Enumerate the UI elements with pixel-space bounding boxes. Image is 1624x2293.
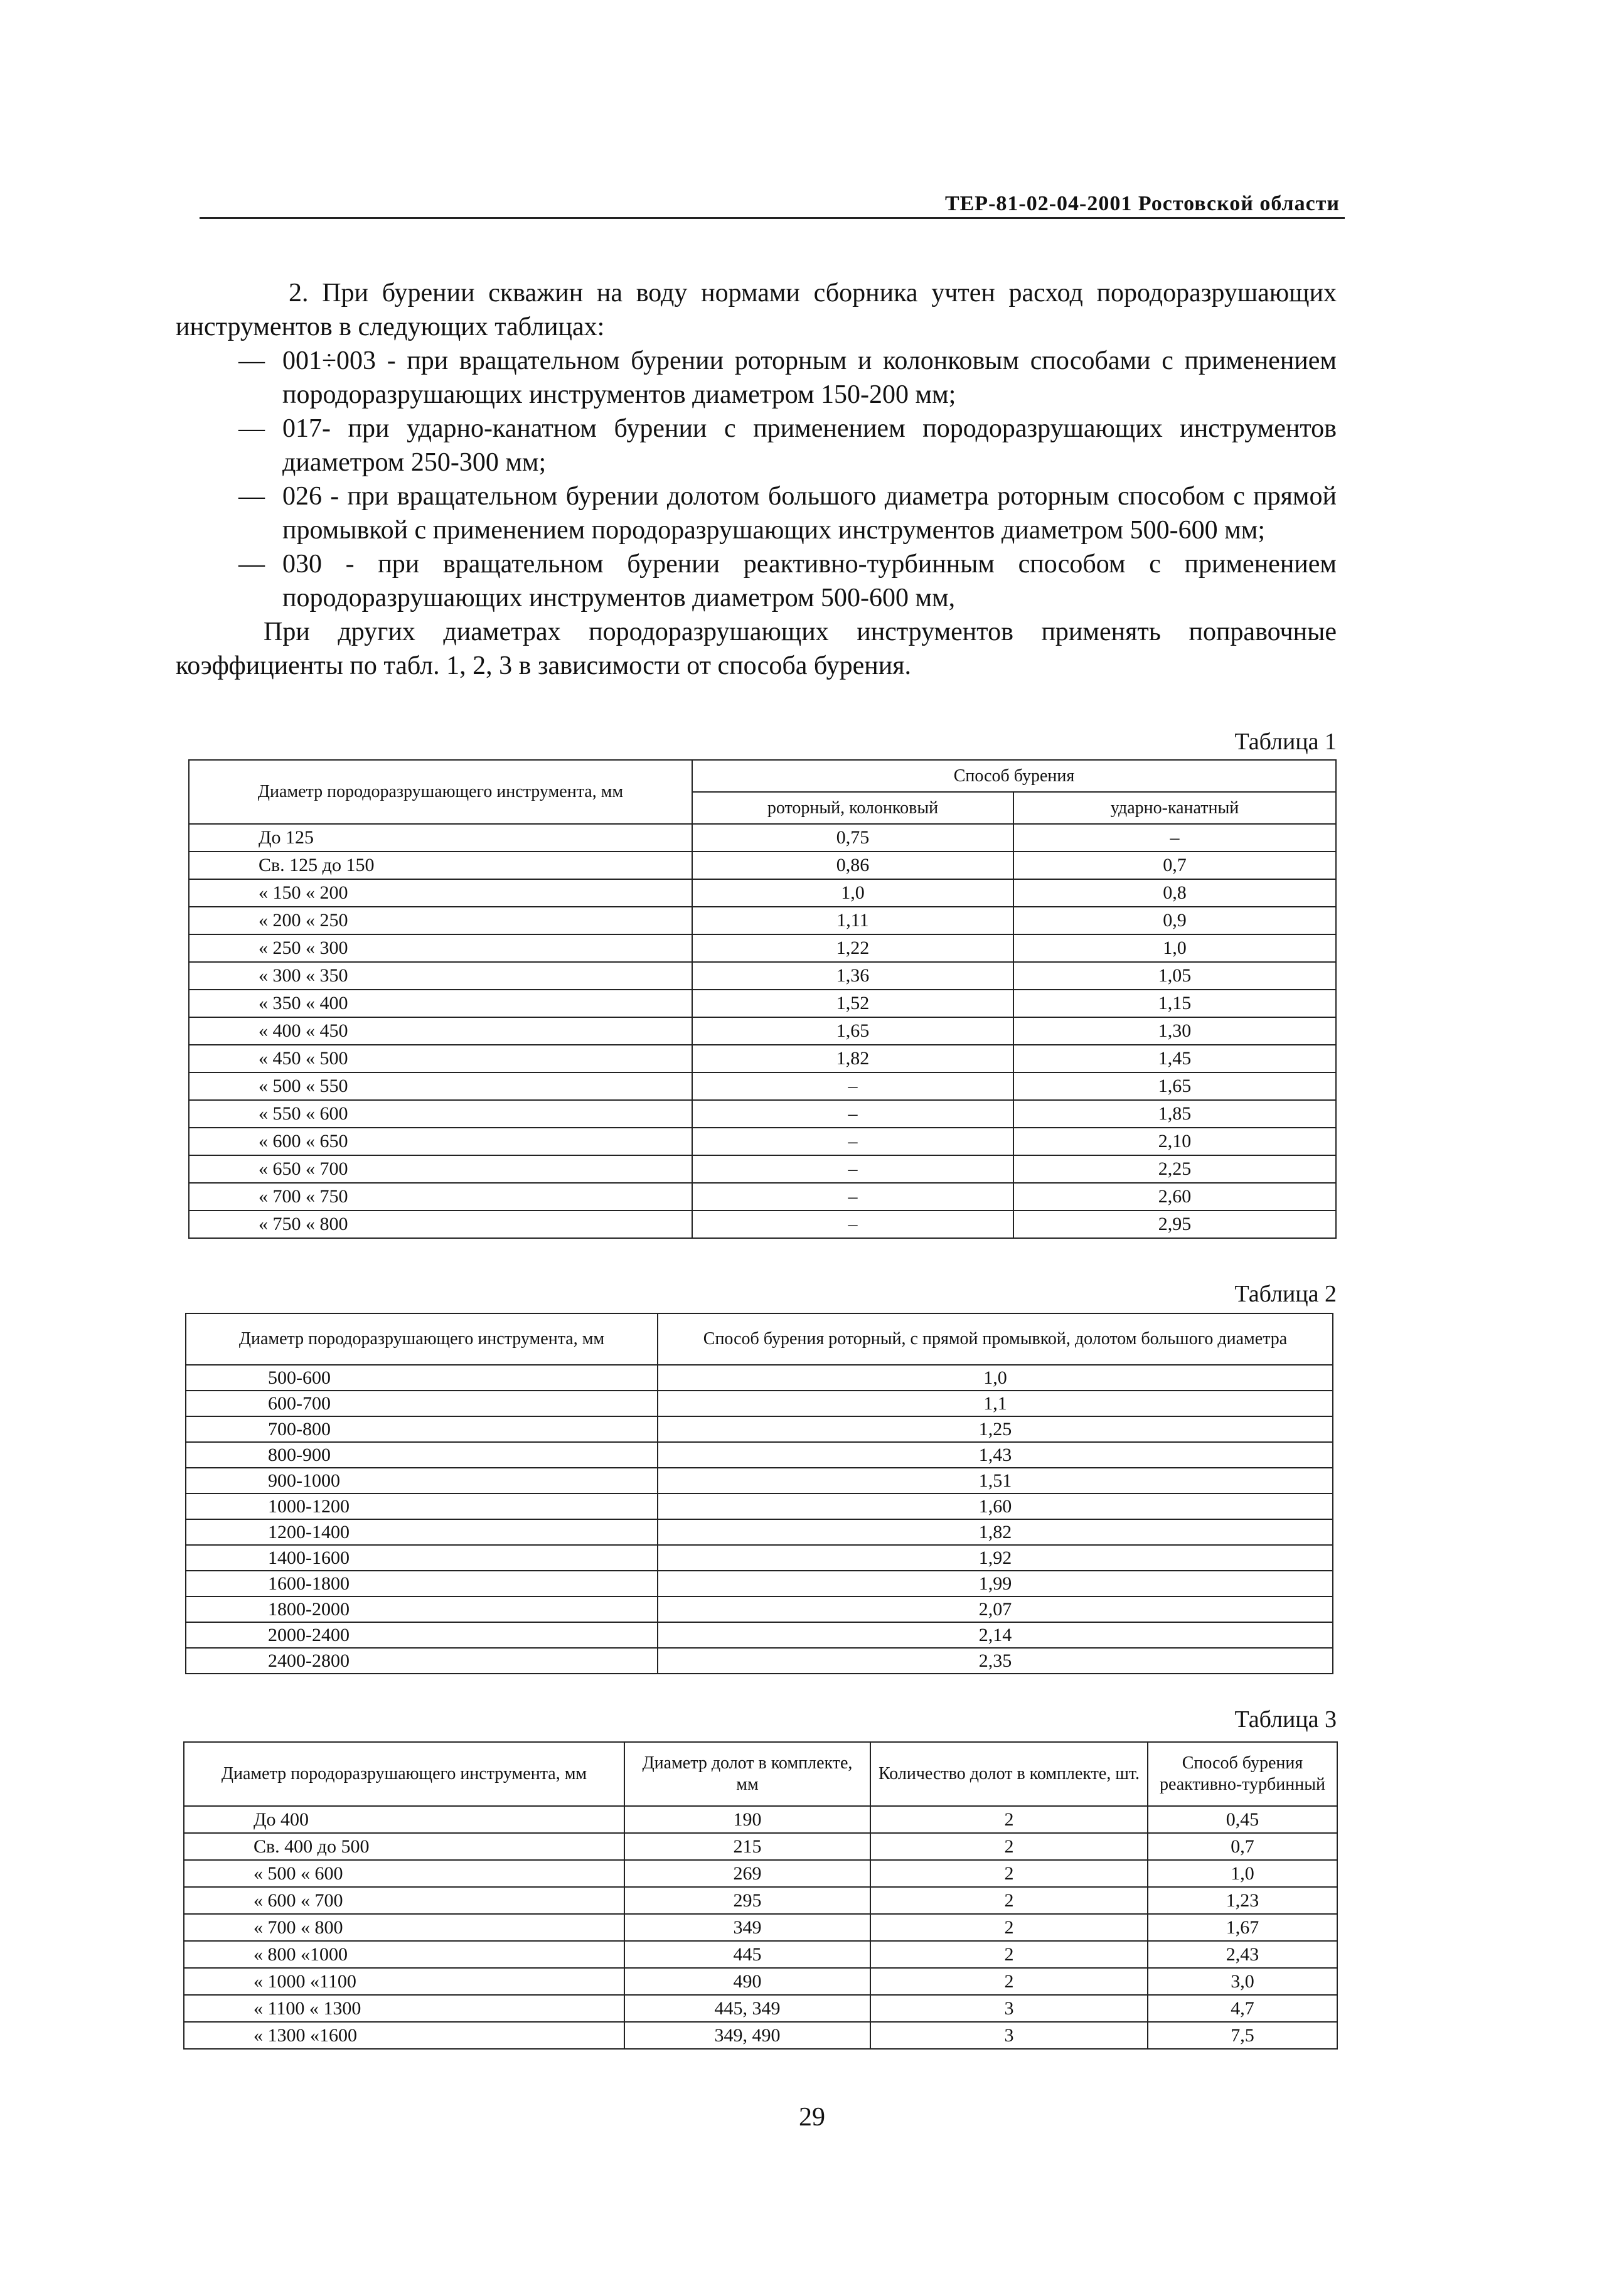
table-row: [189, 962, 1336, 990]
table-cell: 1,22: [692, 934, 1013, 962]
table-row: [186, 1494, 1333, 1519]
table1-header-diameter: Диаметр породоразрушающего инструмента, мм: [189, 760, 692, 824]
table-row: [184, 1968, 1337, 1995]
table-cell: 1000-1200: [186, 1494, 658, 1519]
table-cell: 700-800: [186, 1416, 658, 1442]
table-cell: 3: [870, 1995, 1148, 2022]
table-cell: 2: [870, 1806, 1148, 1833]
table-cell: 2: [870, 1968, 1148, 1995]
table-cell: 1,1: [658, 1391, 1333, 1416]
table-cell: « 600 « 700: [184, 1887, 624, 1914]
table-row: [189, 879, 1336, 907]
table-cell: « 500 « 600: [184, 1860, 624, 1887]
table-cell: 900-1000: [186, 1468, 658, 1494]
table-row: [189, 1155, 1336, 1183]
table-cell: 1,82: [658, 1519, 1333, 1545]
table-cell: 1,0: [692, 879, 1013, 907]
table-cell: 2: [870, 1833, 1148, 1860]
table2-caption: Таблица 2: [1234, 1281, 1337, 1307]
table-cell: « 450 « 500: [189, 1045, 692, 1072]
list-item: — 001÷003 - при вращательном бурении роторным и колонковым способами с применением породоразрушающих инструментов диаметром 150-200 мм;: [238, 346, 1337, 409]
table3-header-bits-count: Количество долот в комплекте, шт.: [870, 1742, 1148, 1806]
table-cell: « 650 « 700: [189, 1155, 692, 1183]
table-cell: 490: [624, 1968, 870, 1995]
table-cell: 2,43: [1148, 1941, 1337, 1968]
page-number: 29: [799, 2103, 825, 2132]
table-cell: 1200-1400: [186, 1519, 658, 1545]
table-cell: 1,52: [692, 990, 1013, 1017]
table-row: [186, 1596, 1333, 1622]
table-row: [189, 1045, 1336, 1072]
table-row: [186, 1648, 1333, 1674]
table-row: [186, 1622, 1333, 1648]
table-cell: 2: [870, 1887, 1148, 1914]
table-cell: 1,0: [1013, 934, 1336, 962]
table-row: [189, 934, 1336, 962]
table-cell: 445, 349: [624, 1995, 870, 2022]
table-cell: –: [692, 1128, 1013, 1155]
table-row: [189, 824, 1336, 852]
table-cell: 3,0: [1148, 1968, 1337, 1995]
table1: [188, 759, 1337, 1239]
table-cell: 7,5: [1148, 2022, 1337, 2049]
table-cell: 1800-2000: [186, 1596, 658, 1622]
table-cell: 2,60: [1013, 1183, 1336, 1211]
table-cell: 3: [870, 2022, 1148, 2049]
table-row: [186, 1416, 1333, 1442]
table-cell: 0,8: [1013, 879, 1336, 907]
table-row: [186, 1571, 1333, 1596]
table-cell: « 150 « 200: [189, 879, 692, 907]
table-row: [184, 1860, 1337, 1887]
table-row: [189, 1211, 1336, 1238]
table-cell: 1,67: [1148, 1914, 1337, 1941]
table-cell: 1,15: [1013, 990, 1336, 1017]
table-cell: « 350 « 400: [189, 990, 692, 1017]
document-title: ТЕР-81-02-04-2001 Ростовской области: [944, 192, 1340, 215]
table-cell: 295: [624, 1887, 870, 1914]
table-cell: 1,99: [658, 1571, 1333, 1596]
table-cell: 0,7: [1148, 1833, 1337, 1860]
table-cell: 349, 490: [624, 2022, 870, 2049]
table-cell: 2: [870, 1860, 1148, 1887]
table-cell: –: [692, 1211, 1013, 1238]
table-cell: « 250 « 300: [189, 934, 692, 962]
table2-body: [186, 1365, 1333, 1674]
table-cell: 1,51: [658, 1468, 1333, 1494]
table-row: [186, 1391, 1333, 1416]
table1-body: [189, 824, 1336, 1238]
table-cell: 1,30: [1013, 1017, 1336, 1045]
table2-header-diameter: Диаметр породоразрушающего инструмента, мм: [186, 1313, 658, 1365]
table-cell: 1,92: [658, 1545, 1333, 1571]
table-row: [189, 907, 1336, 934]
table-cell: –: [692, 1100, 1013, 1128]
table-row: [189, 1072, 1336, 1100]
table1-caption: Таблица 1: [1234, 729, 1337, 755]
table-cell: 0,9: [1013, 907, 1336, 934]
table-cell: 1,05: [1013, 962, 1336, 990]
table-cell: « 500 « 550: [189, 1072, 692, 1100]
table-cell: 2400-2800: [186, 1648, 658, 1674]
table-row: [186, 1442, 1333, 1468]
table-cell: 0,7: [1013, 852, 1336, 879]
table-row: [186, 1365, 1333, 1391]
table-row: [184, 1941, 1337, 1968]
table2-header-method: Способ бурения роторный, с прямой промывкой, долотом большого диаметра: [658, 1313, 1333, 1365]
table-cell: 445: [624, 1941, 870, 1968]
table-cell: 269: [624, 1860, 870, 1887]
table-row: [184, 2022, 1337, 2049]
table-cell: 2: [870, 1914, 1148, 1941]
table-cell: 4,7: [1148, 1995, 1337, 2022]
table-row: [186, 1519, 1333, 1545]
table2: [185, 1313, 1333, 1674]
table-row: [189, 990, 1336, 1017]
table-cell: 2,07: [658, 1596, 1333, 1622]
table-cell: 1,60: [658, 1494, 1333, 1519]
table1-header-rotary: роторный, колонковый: [692, 792, 1013, 824]
table-cell: « 800 «1000: [184, 1941, 624, 1968]
table-cell: 2,25: [1013, 1155, 1336, 1183]
table-cell: До 400: [184, 1806, 624, 1833]
table-cell: 2000-2400: [186, 1622, 658, 1648]
table-row: [184, 1914, 1337, 1941]
table-cell: « 1300 «1600: [184, 2022, 624, 2049]
table-cell: Св. 125 до 150: [189, 852, 692, 879]
table-cell: « 600 « 650: [189, 1128, 692, 1155]
table3-header-diameter: Диаметр породоразрушающего инструмента, мм: [184, 1742, 624, 1806]
list-item: — 026 - при вращательном бурении долотом большого диаметра роторным способом с прямой промывкой с применением породоразрушающих инструментов диаметром 500-600 мм;: [238, 482, 1337, 545]
table-cell: –: [1013, 824, 1336, 852]
table-cell: 600-700: [186, 1391, 658, 1416]
table-cell: 2,14: [658, 1622, 1333, 1648]
list-item: — 017- при ударно-канатном бурении с применением породоразрушающих инструментов диаметром 250-300 мм;: [238, 414, 1337, 477]
table-cell: 2,95: [1013, 1211, 1336, 1238]
table-cell: 0,45: [1148, 1806, 1337, 1833]
table-cell: До 125: [189, 824, 692, 852]
table3-header-bits-diameter: Диаметр долот в комплекте, мм: [624, 1742, 870, 1806]
table-cell: « 1100 « 1300: [184, 1995, 624, 2022]
table-cell: « 400 « 450: [189, 1017, 692, 1045]
table-cell: 1,36: [692, 962, 1013, 990]
table-cell: 1,25: [658, 1416, 1333, 1442]
table-row: [189, 1100, 1336, 1128]
table-cell: Св. 400 до 500: [184, 1833, 624, 1860]
table-cell: 1,65: [1013, 1072, 1336, 1100]
table-row: [184, 1806, 1337, 1833]
intro-paragraph: 2. При бурении скважин на воду нормами сборника учтен расход породоразрушающих инструментов в следующих таблицах:: [176, 279, 1337, 341]
table-cell: « 750 « 800: [189, 1211, 692, 1238]
table-cell: « 700 « 750: [189, 1183, 692, 1211]
table-cell: 0,75: [692, 824, 1013, 852]
table-cell: 2: [870, 1941, 1148, 1968]
table-cell: 1,82: [692, 1045, 1013, 1072]
table-cell: 2,35: [658, 1648, 1333, 1674]
table-cell: 215: [624, 1833, 870, 1860]
table-cell: 349: [624, 1914, 870, 1941]
table3-caption: Таблица 3: [1234, 1706, 1337, 1733]
table-cell: 1,23: [1148, 1887, 1337, 1914]
table-row: [184, 1887, 1337, 1914]
table-row: [189, 1183, 1336, 1211]
table1-header-percussion: ударно-канатный: [1013, 792, 1336, 824]
table-cell: 1600-1800: [186, 1571, 658, 1596]
table-row: [189, 852, 1336, 879]
table-cell: –: [692, 1155, 1013, 1183]
table-cell: « 700 « 800: [184, 1914, 624, 1941]
page-header: [200, 188, 1345, 219]
table-cell: 1,45: [1013, 1045, 1336, 1072]
table-cell: « 200 « 250: [189, 907, 692, 934]
table-cell: –: [692, 1183, 1013, 1211]
intro-text: [176, 276, 1337, 683]
table-cell: 190: [624, 1806, 870, 1833]
table-cell: 1400-1600: [186, 1545, 658, 1571]
table-row: [184, 1995, 1337, 2022]
table3-header-method: Способ бурения реактивно-турбинный: [1148, 1742, 1337, 1806]
table-cell: 2,10: [1013, 1128, 1336, 1155]
table-cell: « 550 « 600: [189, 1100, 692, 1128]
table3: [183, 1741, 1338, 2050]
table-cell: 1,11: [692, 907, 1013, 934]
table-cell: 1,85: [1013, 1100, 1336, 1128]
list-item: — 030 - при вращательном бурении реактивно-турбинным способом с применением породоразрушающих инструментов диаметром 500-600 мм,: [238, 550, 1337, 612]
table-row: [189, 1128, 1336, 1155]
table-cell: 1,0: [658, 1365, 1333, 1391]
table-cell: 1,65: [692, 1017, 1013, 1045]
closing-paragraph: При других диаметрах породоразрушающих инструментов применять поправочные коэффициенты по табл. 1, 2, 3 в зависимости от способа бурения.: [176, 617, 1337, 680]
table-row: [184, 1833, 1337, 1860]
table-cell: « 300 « 350: [189, 962, 692, 990]
table-row: [186, 1545, 1333, 1571]
table-cell: –: [692, 1072, 1013, 1100]
table-cell: « 1000 «1100: [184, 1968, 624, 1995]
table-cell: 800-900: [186, 1442, 658, 1468]
table-reference-list: [176, 344, 1337, 615]
table-cell: 0,86: [692, 852, 1013, 879]
table-cell: 1,43: [658, 1442, 1333, 1468]
table3-body: [184, 1806, 1337, 2049]
table-cell: 1,0: [1148, 1860, 1337, 1887]
table1-header-method: Способ бурения: [692, 760, 1336, 792]
table-row: [186, 1468, 1333, 1494]
table-cell: 500-600: [186, 1365, 658, 1391]
table-row: [189, 1017, 1336, 1045]
